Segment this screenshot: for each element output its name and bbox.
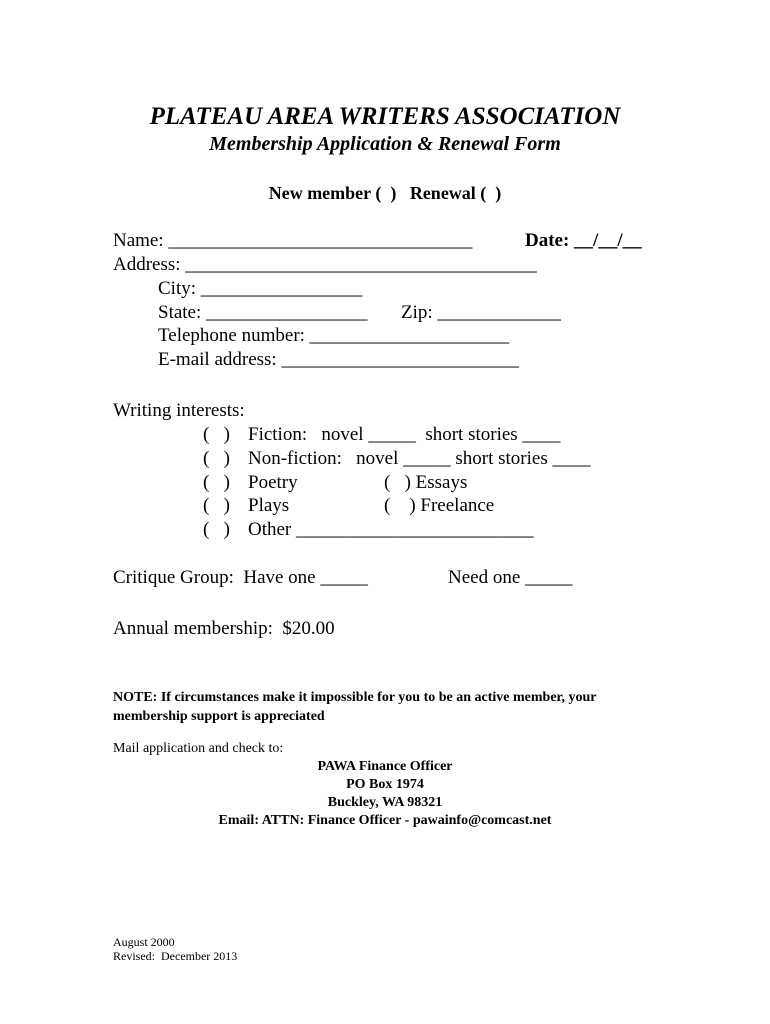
interest-fiction: Fiction: novel _____ short stories ____ [248,424,561,445]
footer-revised: Revised: December 2013 [113,949,238,963]
interest-checkbox: ( ) [203,448,230,469]
annual-membership: Annual membership: $20.00 [113,618,335,639]
mail-intro: Mail application and check to: [113,741,284,756]
critique-group-need: Need one _____ [448,567,573,588]
interest-freelance: ( ) Freelance [384,495,495,516]
name-field: Name: ________________________________ [113,230,473,251]
mail-po-box: PO Box 1974 [346,777,424,792]
telephone-field: Telephone number: _____________________ [158,325,510,346]
interest-nonfiction: Non-fiction: novel _____ short stories ____ [248,448,591,469]
interest-essays: ( ) Essays [384,472,468,493]
member-type-choice: New member ( ) Renewal ( ) [268,183,502,203]
interest-other: Other _________________________ [248,519,534,540]
critique-group-have: Critique Group: Have one _____ [113,567,368,588]
form-subtitle: Membership Application & Renewal Form [209,133,561,155]
zip-field: Zip: _____________ [401,302,561,323]
mail-recipient: PAWA Finance Officer [317,759,453,774]
interests-heading: Writing interests: [113,400,245,421]
form-title: PLATEAU AREA WRITERS ASSOCIATION [149,103,621,130]
interest-plays: Plays [248,495,290,516]
interest-checkbox: ( ) [203,519,230,540]
footer-created: August 2000 [113,935,175,949]
date-field: Date: __/__/__ [525,230,642,251]
note-text: NOTE: If circumstances make it impossible for you to be an active member, your membership support is appreciated [113,690,597,724]
city-field: City: _________________ [158,278,363,299]
interest-checkbox: ( ) [203,495,230,516]
mail-city: Buckley, WA 98321 [327,795,443,810]
interest-poetry: Poetry [248,472,298,493]
mail-email: Email: ATTN: Finance Officer - pawainfo@comcast.net [218,813,552,828]
state-field: State: _________________ [158,302,368,323]
interest-checkbox: ( ) [203,424,230,445]
email-field: E-mail address: _________________________ [158,349,519,370]
interest-checkbox: ( ) [203,472,230,493]
address-field: Address: _____________________________________ [113,254,537,275]
